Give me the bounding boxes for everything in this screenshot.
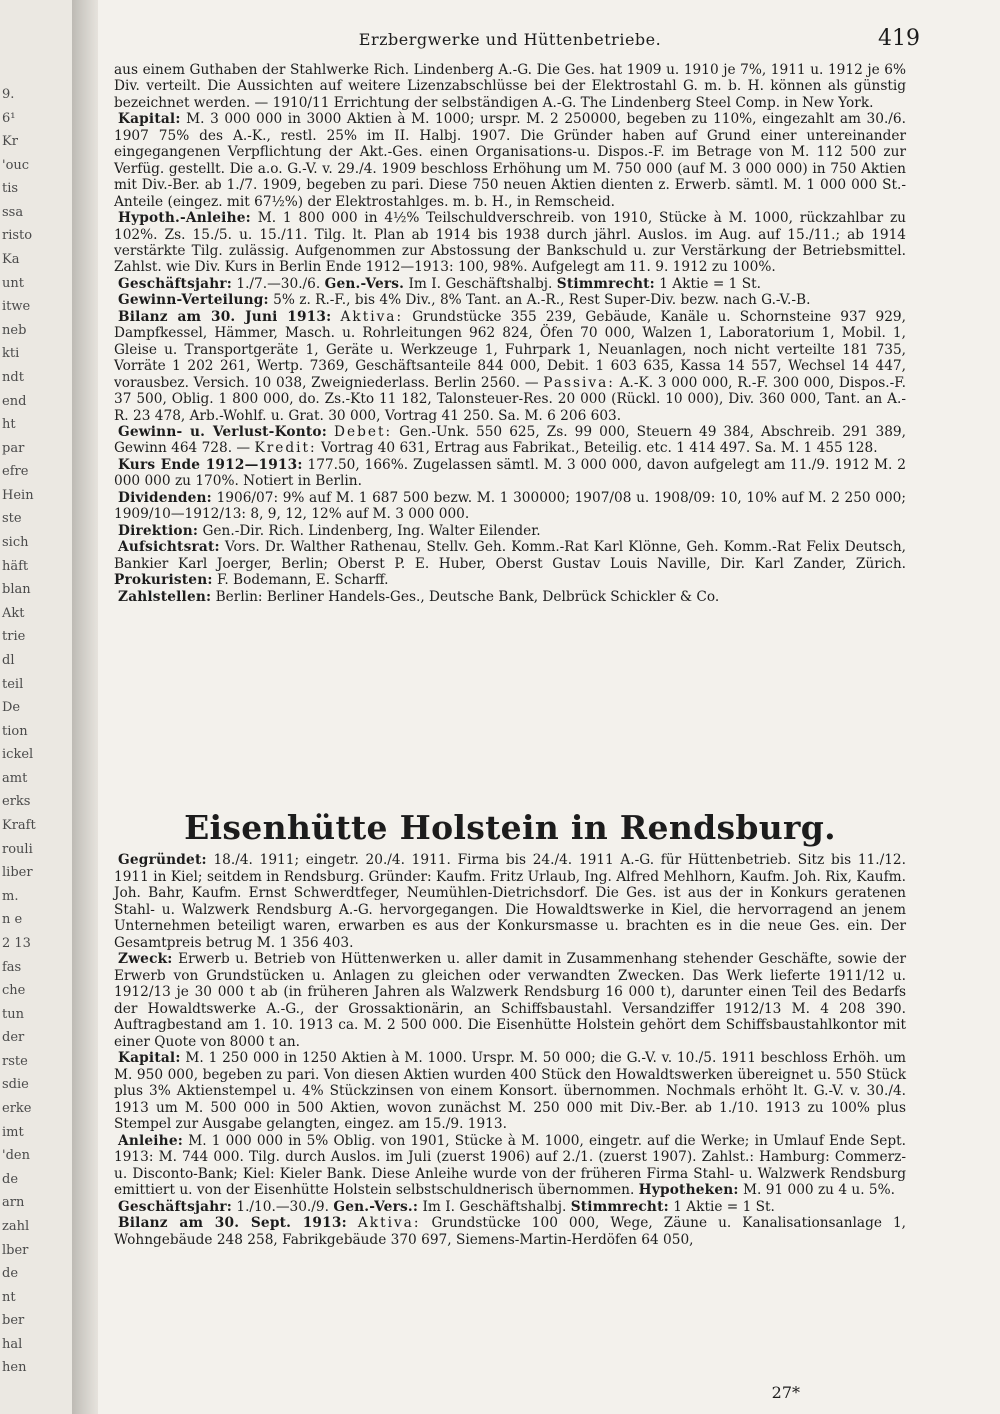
hypotheken-label: Hypotheken: xyxy=(638,1182,739,1198)
genvers-label-2: Gen.-Vers.: xyxy=(333,1198,419,1215)
margin-fragment: kti xyxy=(2,346,20,361)
margin-fragment: efre xyxy=(2,464,29,479)
margin-fragment: häft xyxy=(2,559,29,574)
bilanz-label: Bilanz am 30. Juni 1913: xyxy=(118,308,332,325)
margin-fragment: imt xyxy=(2,1125,24,1140)
zweck-label: Zweck: xyxy=(118,951,173,967)
margin-fragment: ndt xyxy=(2,370,24,385)
paragraph-dividenden: Dividenden: 1906/07: 9% auf M. 1 687 500 bezw. M. 1 300000; 1907/08 u. 1908/09: 10, 10% auf M. 2 250 000; 1909/10—1912/13: 8, 9, 12, 12% auf M. 3 000 000. xyxy=(114,489,906,523)
margin-fragment: risto xyxy=(2,228,33,243)
margin-fragment: 'ouc xyxy=(2,158,30,173)
paragraph-geschaeftsjahr: Geschäftsjahr: 1./7.—30./6. Gen.-Vers. Im I. Geschäftshalbj. Stimmrecht: 1 Aktie = 1 St. xyxy=(118,275,761,292)
margin-fragment: fas xyxy=(2,960,22,975)
bilanz-label-2: Bilanz am 30. Sept. 1913: xyxy=(118,1215,347,1231)
paragraph-direktion: Direktion: Gen.-Dir. Rich. Lindenberg, Ing. Walter Eilender. xyxy=(118,522,541,539)
margin-fragment: nt xyxy=(2,1290,16,1305)
margin-fragment: dl xyxy=(2,653,15,668)
genvers-label: Gen.-Vers. xyxy=(324,275,405,292)
paragraph-kurs: Kurs Ende 1912—1913: 177.50, 166%. Zugelassen sämtl. M. 3 000 000, davon aufgelegt am 11./9. 1912 M. 2 000 000 zu 170%. Notiert in Berlin. xyxy=(114,456,906,490)
paragraph-bilanz: Bilanz am 30. Juni 1913: Aktiva: Grundstücke 355 239, Gebäude, Kanäle u. Schornsteine 937 929, Dampfkessel, Hämmer, Masch. u. Rohrleitungen 962 824, Öfen 70 000, Walzen 1, Laboratorium 1, Mobil. 1, Gleise u. Transportgeräte 1, Geräte u. Werkzeuge 1, Fuhrpark 1, Neuanlagen, noch nicht verteilte 181 735, Vorräte 1 202 261, Wertp. 7369, Geschäftsanteile 844 000, Debit. 1 603 635, Kassa 14 557, Wechsel 14 447, vorausbez. Versich. 10 038, Zweigniederlass. Berlin 2560. — Passiva: A.-K. 3 000 000, R.-F. 300 000, Dispos.-F. 37 500, Oblig. 1 800 000, do. Zs.-Kto 11 182, Talonsteuer-Res. 20 000 (Rückl. 10 000), Div. 360 000, Tant. an A.-R. 23 478, Arb.-Wohlf. u. Grat. 30 000, Vortrag 41 250. Sa. M. 6 206 603. xyxy=(114,308,906,424)
margin-fragment: rste xyxy=(2,1054,28,1069)
margin-fragment: 6¹ xyxy=(2,111,16,126)
margin-fragment: ht xyxy=(2,417,16,432)
margin-fragment: Kraft xyxy=(2,818,36,833)
margin-fragment: ickel xyxy=(2,747,34,762)
gj-label-2: Geschäftsjahr: xyxy=(118,1198,233,1215)
margin-fragment: zahl xyxy=(2,1219,30,1234)
debet-label: Debet: xyxy=(334,423,393,440)
margin-fragment: de xyxy=(2,1266,19,1281)
margin-fragment: par xyxy=(2,441,25,456)
margin-fragment: ssa xyxy=(2,205,24,220)
stimmrecht-label: Stimmrecht: xyxy=(556,275,655,292)
page-header xyxy=(100,26,920,56)
gegruendet-label: Gegründet: xyxy=(118,852,207,868)
passiva-label: Passiva: xyxy=(543,374,615,391)
margin-fragment: sich xyxy=(2,535,29,550)
paragraph-hypoth-anleihe: Hypoth.-Anleihe: M. 1 800 000 in 4½% Teilschuldverschreib. von 1910, Stücke à M. 1000, rückzahlbar zu 102%. Zs. 15./5. u. 15./11. Tilg. lt. Plan ab 1914 bis 1938 durch jährl. Auslos. im Aug. auf 15./11.; ab 1914 verstärkte Tilg. zulässig. Aufgenommen zur Abstossung der Bankschuld u. zur Verstärkung der Betriebsmittel. Zahlst. wie Div. Kurs in Berlin Ende 1912—1913: 100, 98%. Aufgelegt am 11. 9. 1912 zu 100%. xyxy=(114,210,906,276)
gj-label: Geschäftsjahr: xyxy=(118,275,233,292)
direktion-label: Direktion: xyxy=(118,522,199,539)
margin-fragment: 'den xyxy=(2,1148,30,1163)
anleihe-label: Anleihe: xyxy=(118,1132,183,1149)
running-title: Erzbergwerke und Hüttenbetriebe. xyxy=(358,30,662,49)
margin-fragment: itwe xyxy=(2,299,31,314)
article-eisenhuette-holstein xyxy=(114,852,906,1248)
signature-mark: 27* xyxy=(771,1383,800,1402)
margin-fragment: unt xyxy=(2,276,24,291)
paragraph-gegruendet: Gegründet: 18./4. 1911; eingetr. 20./4. 1911. Firma bis 24./4. 1911 A.-G. für Hüttenbetrieb. Sitz bis 11./12. 1911 in Kiel; seitdem in Rendsburg. Gründer: Kaufm. Fritz Urlaub, Ing. Alfred Mehlhorn, Kaufm. Joh. Rix, Kaufm. Joh. Bahr, Kaufm. Ernst Schwerdtfeger, Neumühlen-Dietrichsdorf. Die Ges. ist aus der in Konkurs geratenen Stahl- u. Walzwerk Rendsburg A.-G. hervorgegangen. Die Howaldtswerke in Kiel, die hervorragend an jenem Unternehmen beteiligt waren, erwarben es aus der Konkursmasse u. brachten es in die neue Ges. ein. Der Gesamtpreis betrug M. 1 356 403. xyxy=(114,852,906,951)
paragraph-gewinn-verteilung: Gewinn-Verteilung: 5% z. R.-F., bis 4% Div., 8% Tant. an A.-R., Rest Super-Div. bezw. nach G.-V.-B. xyxy=(118,292,811,309)
guv-label: Gewinn- u. Verlust-Konto: xyxy=(118,423,327,440)
aufsichtsrat-label: Aufsichtsrat: xyxy=(118,539,220,556)
adjacent-page-margin xyxy=(0,0,72,1414)
paragraph-intro: aus einem Guthaben der Stahlwerke Rich. Lindenberg A.-G. Die Ges. hat 1909 u. 1910 je 7%, 1911 u. 1912 je 6% Div. verteilt. Die Aussichten auf weitere Lizenzabschlüsse bei der Elektrostahl G. m. b. H. können als günstig bezeichnet werden. — 1910/11 Errichtung der selbständigen A.-G. The Lindenberg Steel Comp. in New York. xyxy=(114,62,906,111)
aktiva-label: Aktiva: xyxy=(340,308,404,325)
margin-fragment: liber xyxy=(2,865,33,880)
paragraph-zahlstellen: Zahlstellen: Berlin: Berliner Handels-Ges., Deutsche Bank, Delbrück Schickler & Co. xyxy=(118,588,720,605)
margin-fragment: der xyxy=(2,1030,25,1045)
stimmrecht-label-2: Stimmrecht: xyxy=(570,1198,669,1215)
margin-fragment: tis xyxy=(2,181,19,196)
margin-fragment: blan xyxy=(2,582,31,597)
margin-fragment: ste xyxy=(2,511,22,526)
margin-fragment: De xyxy=(2,700,21,715)
margin-fragment: end xyxy=(2,394,27,409)
margin-fragment: hen xyxy=(2,1360,27,1375)
margin-fragment: hal xyxy=(2,1337,23,1352)
paragraph-zweck: Zweck: Erwerb u. Betrieb von Hüttenwerken u. aller damit in Zusammenhang stehender Geschäfte, sowie der Erwerb von Grundstücken u. Anlagen zu gleichen oder verwandten Zwecken. Das Werk lieferte 1911/12 u. 1912/13 je 30 000 t ab (in früheren Jahren als Walzwerk Rendsburg 16 000 t), darunter einen Teil des Bedarfs der Howaldtswerke A.-G., der Grossaktionärin, an Schiffsbaustahl. Versandziffer 1912/13 M. 4 208 390. Auftragbestand am 1. 10. 1913 ca. M. 2 500 000. Die Eisenhütte Holstein gehört dem Schiffsbaustahlkontor mit einer Quote von 8000 t an. xyxy=(114,951,906,1050)
margin-fragment: erke xyxy=(2,1101,32,1116)
margin-fragment: Kr xyxy=(2,134,18,149)
prokuristen-label: Prokuristen: xyxy=(114,572,213,589)
margin-fragment: teil xyxy=(2,677,24,692)
margin-fragment: 2 13 xyxy=(2,936,31,951)
paragraph-gewinn-verlust: Gewinn- u. Verlust-Konto: Debet: Gen.-Unk. 550 625, Zs. 99 000, Steuern 49 384, Abschreib. 291 389, Gewinn 464 728. — Kredit: Vortrag 40 631, Ertrag aus Fabrikat., Beteilig. etc. 1 414 497. Sa. M. 1 455 128. xyxy=(114,423,906,457)
margin-fragment: m. xyxy=(2,889,19,904)
margin-fragment: amt xyxy=(2,771,28,786)
zahlstellen-label: Zahlstellen: xyxy=(118,588,212,605)
company-heading: Eisenhütte Holstein in Rendsburg. xyxy=(184,808,836,847)
margin-fragment: sdie xyxy=(2,1077,29,1092)
aktiva-label-2: Aktiva: xyxy=(357,1215,421,1231)
margin-fragment: 9. xyxy=(2,87,15,102)
paragraph-aufsichtsrat: Aufsichtsrat: Vors. Dr. Walther Rathenau, Stellv. Geh. Komm.-Rat Karl Klönne, Geh. Komm.-Rat Felix Deutsch, Bankier Karl Joerger, Berlin; Oberst P. E. Huber, Oberst Gustav Louis Naville, Dir. Karl Zander, Zürich. Prokuristen: F. Bodemann, E. Scharff. xyxy=(114,539,906,589)
margin-fragment: neb xyxy=(2,323,27,338)
margin-fragment: tion xyxy=(2,724,28,739)
margin-fragment: rouli xyxy=(2,842,33,857)
margin-fragment: Ka xyxy=(2,252,20,267)
book-gutter-shadow xyxy=(72,0,98,1414)
margin-fragment: erks xyxy=(2,794,31,809)
kurs-label: Kurs Ende 1912—1913: xyxy=(118,456,303,473)
kapital-label: Kapital: xyxy=(118,111,181,128)
paragraph-kapital: Kapital: M. 3 000 000 in 3000 Aktien à M. 1000; urspr. M. 2 250000, begeben zu 110%, eingezahlt am 30./6. 1907 75% des A.-K., restl. 25% im II. Halbj. 1907. Die Gründer haben auf Grund einer untereinander eingegangenen Verpflichtung der Akt.-Ges. einen Organisations-u. Dispos.-F. im Betrage von M. 112 500 zur Verfüg. gestellt. Die a.o. G.-V. v. 29./4. 1909 beschloss Erhöhung um M. 750 000 (auf M. 3 000 000) in 750 Aktien mit Div.-Ber. ab 1./7. 1909, begeben zu pari. Diese 750 neuen Aktien dienten z. Erwerb. sämtl. M. 1 000 000 St.-Anteile (eingez. mit 67½%) der Elektrostahlges. m. b. H., in Remscheid. xyxy=(114,111,906,210)
margin-fragment: lber xyxy=(2,1243,29,1258)
page-number: 419 xyxy=(878,26,920,51)
margin-fragment: arn xyxy=(2,1195,25,1210)
margin-fragment: Akt xyxy=(2,606,25,621)
dividenden-label: Dividenden: xyxy=(118,489,212,506)
margin-fragment: ber xyxy=(2,1313,25,1328)
paragraph-bilanz-2: Bilanz am 30. Sept. 1913: Aktiva: Grundstücke 100 000, Wege, Zäune u. Kanalisationsanlage 1, Wohngebäude 248 258, Fabrikgebäude 370 697, Siemens-Martin-Herdöfen 64 050, xyxy=(114,1215,907,1248)
margin-fragment: Hein xyxy=(2,488,34,503)
gewinn-label: Gewinn-Verteilung: xyxy=(118,292,269,309)
margin-fragment: n e xyxy=(2,912,23,927)
margin-fragment: che xyxy=(2,983,26,998)
paragraph-geschaeftsjahr-2: Geschäftsjahr: 1./10.—30./9. Gen.-Vers.: Im I. Geschäftshalbj. Stimmrecht: 1 Aktie = 1 St. xyxy=(118,1198,775,1215)
hypoth-label: Hypoth.-Anleihe: xyxy=(118,210,251,227)
kapital-label-2: Kapital: xyxy=(118,1050,181,1066)
margin-fragment: trie xyxy=(2,629,26,644)
paragraph-anleihe: Anleihe: M. 1 000 000 in 5% Oblig. von 1901, Stücke à M. 1000, eingetr. auf die Werke; in Umlauf Ende Sept. 1913: M. 744 000. Tilg. durch Auslos. im Juli (zuerst 1906) auf 2./1. (zuerst 1907). Zahlst.: Hamburg: Commerz- u. Disconto-Bank; Kiel: Kieler Bank. Diese Anleihe wurde von der früheren Firma Stahl- u. Walzwerk Rendsburg emittiert u. von der Eisenhütte Holstein selbstschuldnerisch übernommen. Hypotheken: M. 91 000 zu 4 u. 5%. xyxy=(114,1132,906,1198)
margin-fragment: tun xyxy=(2,1007,24,1022)
kredit-label: Kredit: xyxy=(254,440,317,457)
margin-fragment: de xyxy=(2,1172,19,1187)
paragraph-kapital-2: Kapital: M. 1 250 000 in 1250 Aktien à M. 1000. Urspr. M. 50 000; die G.-V. v. 10./5. 1911 beschloss Erhöh. um M. 950 000, begeben zu pari. Von diesen Aktien wurden 400 Stück den Howaldtswerken übereignet u. 550 Stück plus 3% Aktienstempel u. 4% Stückzinsen von einem Konsort. übernommen. Nochmals erhöht lt. G.-V. v. 30./4. 1913 um M. 500 000 in 500 Aktien, wovon zunächst M. 250 000 mit Div.-Ber. ab 1./10. 1913 zu 100% plus Stempel zur Ausgabe gelangten, eingez. am 15./9. 1913. xyxy=(114,1050,906,1132)
article-lindenberg-continuation xyxy=(114,62,906,605)
